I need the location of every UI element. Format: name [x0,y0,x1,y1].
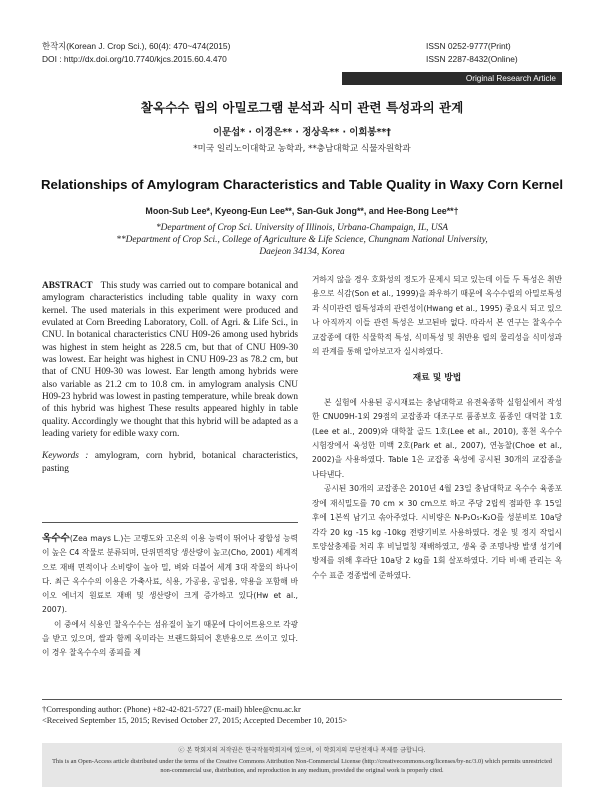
abstract-block [42,280,298,475]
intro-paragraph-1 [42,532,298,618]
affiliation-2: **Department of Crop Sci., College of Agriculture & Life Science, Chungnam National University, [116,235,488,245]
korean-title: 찰옥수수 립의 아밀로그램 분석과 식미 관련 특성과의 관계 [140,100,464,115]
abstract-divider [42,522,298,523]
received-dates: <Received September 15, 2015; Revised October 27, 2015; Accepted December 10, 2015> [42,716,348,725]
intro-lead-word: 옥수수 [42,533,70,544]
right-paragraph-1: 거하지 않을 경우 호화성의 정도가 문제시 되고 있는데 이들 두 특성은 취반용으로 식감(Son et al., 1999)을 좌우하기 때문에 옥수수립의 아밀로특성과 식미관련 립특성과의 관련성이(Hwang et al., 1995) 중요시 되고 있으나 아직까지 이들 관련 특성은 보고된바 없다. 따라서 본 연구는 찰옥수수 교잡종에 대한 식물학적 특성, 식미특성 및 취반용 립의 물리성을 식미성과의 관계를 통해 알아보고자 실시하였다. [312,275,562,357]
korean-authors: 이문섭* · 이경은** · 정상욱** · 이희봉**† [213,127,391,138]
english-title: Relationships of Amylogram Characteristics and Table Quality in Waxy Corn Kernel [40,177,563,192]
issn-online: ISSN 2287-8432(Online) [426,54,518,64]
keywords-line [42,450,298,475]
issn-block [426,40,556,66]
keywords-text: amylogram, corn hybrid, botanical characteristics, pasting [42,451,298,474]
abstract-paragraph [42,280,298,440]
article-type-label: Original Research Article [465,74,556,83]
right-column [312,273,562,583]
journal-citation: 한작지(Korean J. Crop Sci.), 60(4): 470~474(2015) [42,41,231,51]
issn-print: ISSN 0252-9777(Print) [426,41,511,51]
abstract-label: ABSTRACT [42,281,93,291]
introduction-block [42,532,298,661]
intro-text-1: (Zea mays L.)는 고랭도와 고온의 이용 능력이 뛰어나 광합성 능력이 높은 C4 작물로 분류되며, 단위면적당 생산량이 높고(Cho, 2001) 세계적으로 재배 면적이나 소비량이 높아 밀, 벼와 더불어 세계 3대 작물의 하나이다. 최근 옥수수의 이용은 가축사료, 식용, 가공용, 공업용, 약용을 포함해 바이오 에너지 원료로 재배 및 생산량이 크게 증가하고 있다(Hw et al., 2007). [42,534,298,615]
corresponding-author: †Corresponding author: (Phone) +82-42-821-5727 (E-mail) hblee@cnu.ac.kr [42,705,301,714]
banner-spacer [42,72,342,85]
english-authors: Moon-Sub Lee*, Kyeong-Eun Lee**, San-Guk Jong**, and Hee-Bong Lee**† [145,206,459,216]
affiliation-1: *Department of Crop Sci. University of Illinois, Urbana-Champaign, IL, USA [155,223,449,233]
license-text: This is an Open-Access article distributed under the terms of the Creative Commons Attribution Non-Commercial License (http://creativecommons.org/licenses/by-nc/3.0) which permits unrestricted non-commercial use, distribution, and reproduction in any medium, provided the original work is properly cited. [52,758,552,774]
right-paragraph-3: 공시된 30개의 교잡종은 2010년 4월 23일 충남대학교 옥수수 육종포장에 재식밀도를 70 cm × 30 cm으로 하고 주당 2립씩 점파한 후 15일 후에 1본씩 남기고 솎아주었다. 시비량은 N-P₂O₅-K₂O를 성분비로 10a당 각각 20 kg -15 kg -10kg 전량기비로 사용하였다. 경운 및 정지 작업시 토양살충제를 처리 후 비닐멀칭 재배하였고, 생육 중 조명나방 발생 성기에 방제를 위해 후라단 10a당 2 kg를 1회 살포하였다. 기타 비·배 관리는 옥수수 표준 경종법에 준하였다. [312,484,562,580]
footnote-divider [42,699,562,700]
affiliation-3: Daejeon 34134, Korea [259,247,345,257]
copyright-notice: ⓒ 본 학회지의 저작권은 한국작물학회지에 있으며, 이 학회지의 무단전재나 복제를 금합니다. [178,747,426,754]
korean-affiliations: *미국 일리노이대학교 농학과, **충남대학교 식물자원학과 [193,144,411,154]
keywords-label: Keywords : [42,451,89,462]
footnote-block [42,704,562,726]
section-heading-methods: 재료 및 방법 [412,373,462,384]
journal-header [42,40,230,66]
doi-link[interactable]: DOI : http://dx.doi.org/10.7740/kjcs.2015.60.4.470 [42,54,227,64]
license-footer [42,743,562,787]
intro-paragraph-2: 이 중에서 식용인 찰옥수수는 섬유질이 높기 때문에 다이어트용으로 각광을 받고 있으며, 쌀과 함께 옥미라는 브랜드화되어 혼반용으로 쓰이고 있다. 이 경우 찰옥수수의 종피를 제 [42,619,298,658]
right-paragraph-2: 본 실험에 사용된 공시재료는 충남대학교 유전육종학 실험실에서 작성한 CNU09H-1외 29점의 교잡종과 대조구로 품종보호 품종인 대덕찰 1호(Lee et al., 2009)와 대학찰 골드 1호(Lee et al., 2010), 홍천 옥수수 시험장에서 육성한 미백 2호(Park et al., 2007), 연농찰(Choe et al., 2002)을 사용하였다. Table 1은 교잡종 육성에 공시된 30개의 교잡종을 나타낸다. [312,397,562,479]
english-affiliations [42,222,562,258]
article-type-banner [42,72,562,85]
abstract-text: This study was carried out to compare botanical and amylogram characteristics including table quality in waxy corn kernel. The used materials in this experiment were produced and evulated at Corn Breeding Laboratory, Coll. of Agri. & Life Sci., in CNU. In botanical characteristics CNU H09-26 among used hybrids was highest in stem height as 228.5 cm, but that of CNU H09-30 was lowest. Ear height was highest in CNU H09-23 as 78.2 cm, but that of CNU H09-30 was lowest. Ear length among hybrids were also variable as 21.2 cm to 10.8 cm. in amylogram analysis CNU H09-23 hybrid was lowest in pasting temperature, while break down of this hybrid was highest These results appeared highly in table quality. Accordingly we thought that this hybrid will be adapted as a leading variety for edible waxy corn. [42,281,299,440]
